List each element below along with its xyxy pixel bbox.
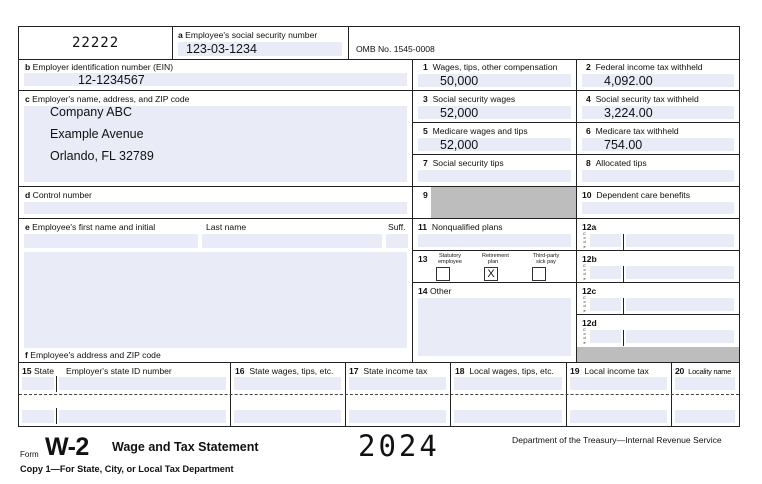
divider <box>18 362 740 363</box>
third-party-sick-pay-checkbox[interactable] <box>532 267 546 281</box>
box-15-label: 15 State <box>22 366 55 376</box>
form-border-top <box>18 26 740 27</box>
statutory-employee-checkbox[interactable] <box>436 267 450 281</box>
divider <box>623 298 624 314</box>
box-10-field[interactable] <box>582 202 734 214</box>
form-border-bottom <box>18 426 740 427</box>
employee-last-name-field[interactable] <box>202 234 382 248</box>
divider <box>576 282 740 283</box>
local-row2-wages[interactable] <box>454 410 562 423</box>
employee-ssn: 123-03-1234 <box>186 42 257 56</box>
box-12d-code-field[interactable] <box>590 330 621 343</box>
box-12b-code-caption: C o d e <box>583 264 586 281</box>
divider <box>576 250 740 251</box>
divider <box>412 122 740 123</box>
box-5-label: 5 Medicare wages and tips <box>423 126 528 136</box>
box-6-label: 6 Medicare tax withheld <box>586 126 679 136</box>
box-1-label: 1 Wages, tips, other compensation <box>423 62 558 72</box>
retirement-plan-checkbox[interactable]: X <box>484 267 498 281</box>
box-19-label: 19 Local income tax <box>570 366 649 376</box>
employer-city: Orlando, FL 32789 <box>50 149 154 163</box>
box-17-label: 17 State income tax <box>349 366 428 376</box>
divider <box>18 90 413 91</box>
medicare-tax-withheld: 754.00 <box>604 138 643 152</box>
box-7-field[interactable] <box>418 170 571 182</box>
box-d-label: d Control number <box>25 190 92 200</box>
box-16-label: 16 State wages, tips, etc. <box>235 366 334 376</box>
control-code: 22222 <box>72 35 120 51</box>
tax-year: 2024 <box>358 429 440 463</box>
department-label: Department of the Treasury—Internal Revenue Service <box>512 435 722 445</box>
box-d-field[interactable] <box>24 202 407 214</box>
divider <box>56 408 57 424</box>
box-12b-code-field[interactable] <box>590 266 621 279</box>
box-3-label: 3 Social security wages <box>423 94 516 104</box>
state-row1-id[interactable] <box>59 377 226 390</box>
state-row1-tax[interactable] <box>349 377 446 390</box>
divider <box>412 250 576 251</box>
box-7-label: 7 Social security tips <box>423 158 504 168</box>
employee-address-field[interactable] <box>24 252 407 348</box>
ss-wages: 52,000 <box>440 106 479 120</box>
divider <box>412 282 576 283</box>
divider <box>348 26 349 59</box>
divider <box>18 186 413 187</box>
box-14-label: 14 Other <box>418 286 452 296</box>
medicare-wages: 52,000 <box>440 138 479 152</box>
divider <box>56 376 57 392</box>
divider <box>623 266 624 282</box>
state-row1-wages[interactable] <box>234 377 341 390</box>
box-c-label: c Employer's name, address, and ZIP code <box>25 94 190 104</box>
local-row1-tax[interactable] <box>570 377 667 390</box>
box-e-label: e Employee's first name and initial <box>25 222 156 232</box>
state-row2-tax[interactable] <box>349 410 446 423</box>
box-12-shaded-footer <box>577 347 739 362</box>
wages: 50,000 <box>440 74 479 88</box>
box-b-label: b Employer identification number (EIN) <box>25 62 174 72</box>
employer-street: Example Avenue <box>50 127 144 141</box>
employee-suffix-field[interactable] <box>386 234 408 248</box>
state-row2-state[interactable] <box>22 410 54 423</box>
box-4-label: 4 Social security tax withheld <box>586 94 699 104</box>
box-e-lastname-label: Last name <box>206 222 247 232</box>
box-12b-amount-field[interactable] <box>626 266 734 279</box>
box-2-label: 2 Federal income tax withheld <box>586 62 703 72</box>
box-8-label: 8 Allocated tips <box>586 158 647 168</box>
box-12a-code-field[interactable] <box>590 234 621 247</box>
box-e-suffix-label: Suff. <box>388 222 406 232</box>
local-row2-locality[interactable] <box>675 410 735 423</box>
omb-number: OMB No. 1545-0008 <box>356 44 435 54</box>
form-word: Form <box>20 450 39 459</box>
state-row-separator <box>19 394 739 395</box>
form-border-right <box>739 26 740 427</box>
form-name: W-2 <box>45 433 89 461</box>
state-row2-id[interactable] <box>59 410 226 423</box>
employee-first-name-field[interactable] <box>24 234 198 248</box>
divider <box>412 90 740 91</box>
box-13-label: 13 <box>418 254 428 264</box>
local-row1-locality[interactable] <box>675 377 735 390</box>
box-12a-amount-field[interactable] <box>626 234 734 247</box>
box-12b-label: 12b <box>582 254 597 264</box>
box-12d-code-caption: C o d e <box>583 328 586 345</box>
box-10-label: 10 Dependent care benefits <box>582 190 690 200</box>
third-party-sick-pay-label: Third-party sick pay <box>532 253 560 265</box>
box-14-field[interactable] <box>418 298 571 356</box>
ss-tax-withheld: 3,224.00 <box>604 106 653 120</box>
local-row1-wages[interactable] <box>454 377 562 390</box>
divider <box>623 234 624 250</box>
box-11-label: 11 Nonqualified plans <box>418 222 503 232</box>
box-12c-label: 12c <box>582 286 597 296</box>
box-12c-code-caption: C o d e <box>583 296 586 313</box>
box-20-label: 20 Locality name <box>675 366 732 376</box>
box-8-field[interactable] <box>582 170 734 182</box>
employer-ein: 12-1234567 <box>78 73 145 87</box>
box-12d-label: 12d <box>582 318 597 328</box>
divider <box>576 59 577 362</box>
form-title: Wage and Tax Statement <box>112 440 259 454</box>
employer-name: Company ABC <box>50 105 132 119</box>
form-border-left <box>18 26 19 427</box>
local-row2-tax[interactable] <box>570 410 667 423</box>
copy-label: Copy 1—For State, City, or Local Tax Department <box>20 464 234 474</box>
box-f-label: f Employee's address and ZIP code <box>25 350 161 360</box>
statutory-employee-label: Statutory employee <box>438 253 462 265</box>
box-a-label: a Employee's social security number <box>178 30 318 40</box>
state-row1-state[interactable] <box>22 377 54 390</box>
box-18-label: 18 Local wages, tips, etc. <box>455 366 554 376</box>
divider <box>623 330 624 346</box>
box-9-label: 9 <box>423 190 428 200</box>
box-11-field[interactable] <box>418 234 571 247</box>
federal-tax-withheld: 4,092.00 <box>604 74 653 88</box>
divider <box>412 154 740 155</box>
divider <box>18 59 740 60</box>
state-row2-wages[interactable] <box>234 410 341 423</box>
box-12c-amount-field[interactable] <box>626 298 734 311</box>
divider <box>412 59 413 362</box>
box-9-shaded <box>431 187 576 218</box>
retirement-plan-label: Retirement plan <box>482 253 509 265</box>
divider <box>412 218 740 219</box>
box-12c-code-field[interactable] <box>590 298 621 311</box>
divider <box>172 26 173 59</box>
box-12a-label: 12a <box>582 222 597 232</box>
divider <box>18 218 413 219</box>
box-15-id-label: Employer's state ID number <box>66 366 172 376</box>
box-12a-code-caption: C o d e <box>583 232 586 249</box>
divider <box>576 314 740 315</box>
box-12d-amount-field[interactable] <box>626 330 734 343</box>
